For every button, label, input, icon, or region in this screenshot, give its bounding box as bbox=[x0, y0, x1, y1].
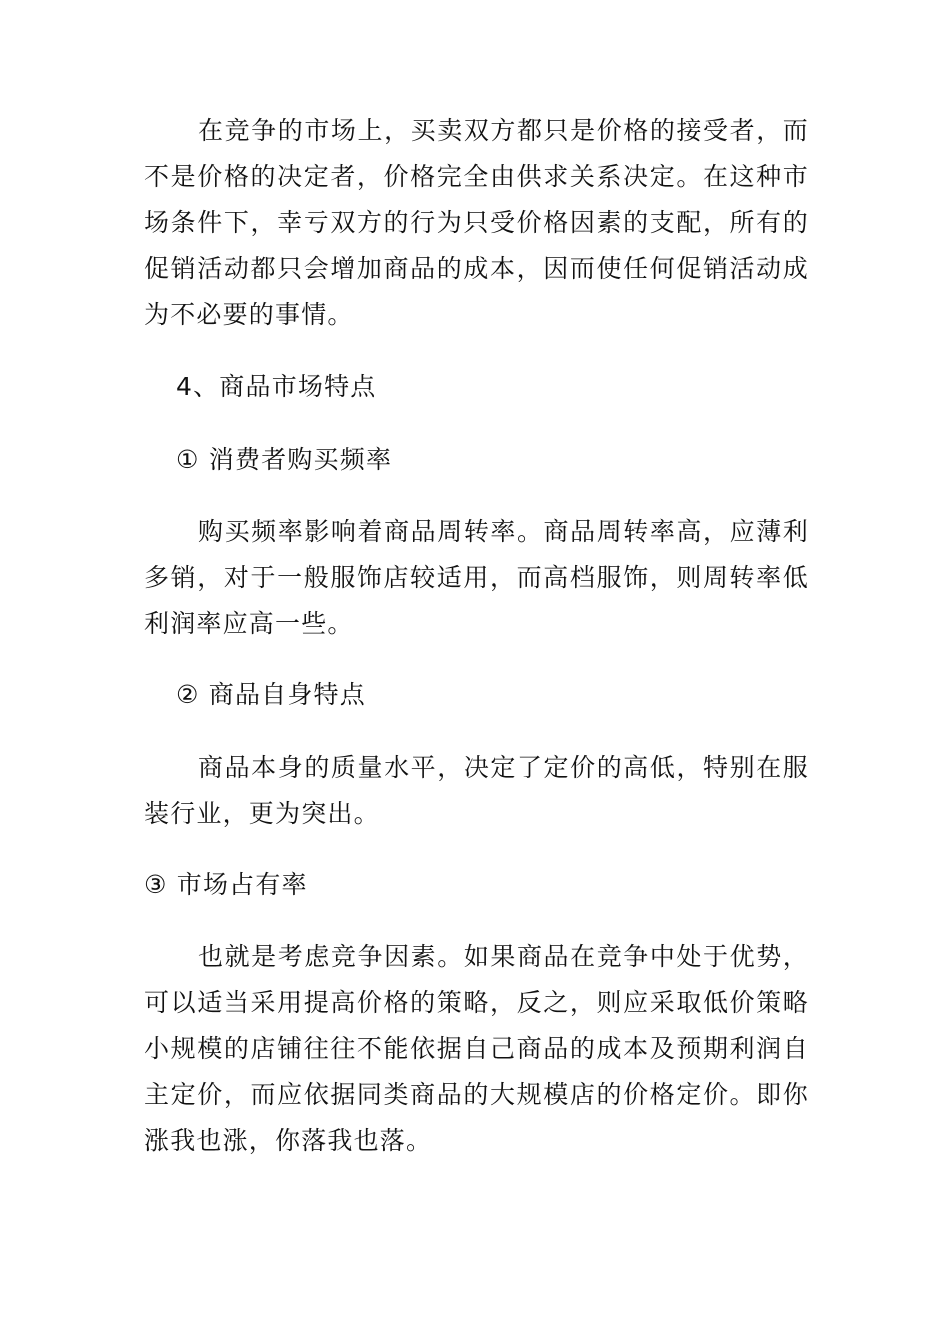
subheading-product-features: ② 商品自身特点 bbox=[176, 680, 366, 709]
paragraph-product-features: 商品本身的质量水平，决定了定价的高低，特别在服装行业，更为突出。 bbox=[144, 753, 809, 828]
paragraph-purchase-frequency: 购买频率影响着商品周转率。商品周转率高，应薄利多销，对于一般服饰店较适用，而高档服饰，则周转率低利润率应高一些。 bbox=[144, 517, 809, 638]
paragraph-market-share: 也就是考虑竞争因素。如果商品在竞争中处于优势，可以适当采用提高价格的策略，反之，则应采取低价策略小规模的店铺往往不能依据自己商品的成本及预期利润自主定价，而应依据同类商品的大规模店的价格定价。即你涨我也涨，你落我也落。 bbox=[144, 942, 809, 1155]
subheading-purchase-frequency: ① 消费者购买频率 bbox=[176, 445, 393, 474]
subheading-market-share: ③ 市场占有率 bbox=[144, 870, 308, 899]
paragraph-competitive-market: 在竞争的市场上，买卖双方都只是价格的接受者，而不是价格的决定者，价格完全由供求关系决定。在这种市场条件下，幸亏双方的行为只受价格因素的支配，所有的促销活动都只会增加商品的成本，因而使任何促销活动成为不必要的事情。 bbox=[144, 116, 809, 329]
section-heading-market-features: 4、商品市场特点 bbox=[176, 372, 377, 401]
